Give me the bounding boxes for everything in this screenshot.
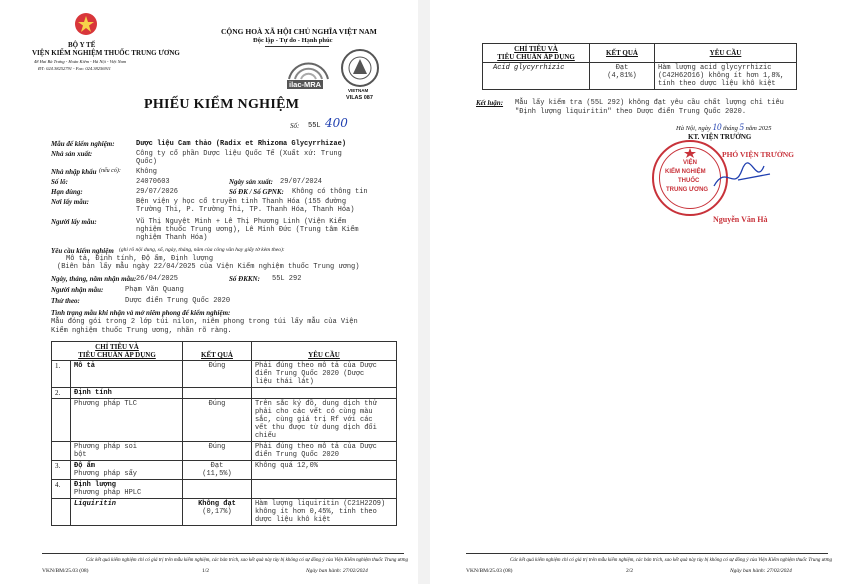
sampler-label: Người lấy mẫu: xyxy=(51,218,97,226)
sign-day: 10 xyxy=(712,122,722,132)
expiry-value: 29/07/2026 xyxy=(136,188,179,196)
ilac-mra-logo: ilac-MRA xyxy=(285,55,332,95)
expiry-label: Hạn dùng: xyxy=(51,188,83,196)
condition-value-1: Mẫu đóng gói trong 2 lớp túi nilon, niêm phong trong túi lấy mẫu của Viện xyxy=(51,318,358,326)
table-row xyxy=(483,63,797,90)
row-number: 3. xyxy=(52,461,71,480)
institute-address: 48 Hai Bà Trưng - Hoàn Kiếm - Hà Nội - Việt Nam xyxy=(34,59,127,64)
row-req-1: Hàm lượng liquiritin (C21H22O9) xyxy=(254,500,386,508)
sign-date xyxy=(676,122,772,132)
footer-divider xyxy=(42,553,404,554)
receive-date-value: 26/04/2025 xyxy=(136,275,179,283)
document-title: PHIẾU KIỂM NGHIỆM xyxy=(144,97,300,112)
header-result: KẾT QUẢ xyxy=(590,44,655,63)
row-result-value: (4,81%) xyxy=(607,72,637,80)
results-table xyxy=(51,341,397,526)
receiver-value: Phạm Văn Quang xyxy=(125,286,184,294)
row-criteria: Định tính xyxy=(71,388,183,399)
page-gap xyxy=(418,0,430,584)
row-req-2: không ít hơn 0,45%, tính theo xyxy=(254,508,377,516)
row-method: Phương pháp HPLC xyxy=(74,489,142,497)
table-row xyxy=(52,480,397,499)
seal-line-2: KIỂM NGHIỆM xyxy=(665,169,706,175)
row-req-1: Phải đúng theo mô tả của Dược xyxy=(254,443,377,451)
mfg-date-label: Ngày sản xuất: xyxy=(229,178,273,186)
page-number: 1/2 xyxy=(202,568,210,574)
lot-label: Số lô: xyxy=(51,178,68,186)
footer-note: Các kết quả kiểm nghiệm chỉ có giá trị trên mẫu kiểm nghiệm, các bản trích, sao kết quả này tùy bị không có sự đồng ý của Viện Kiểm nghiệm thuốc Trung ương xyxy=(510,558,832,563)
registration-label: Số ĐK / Số GPNK: xyxy=(229,188,284,196)
row-req-3: liệu thái lát) xyxy=(254,378,314,386)
dkkn-value: 55L 292 xyxy=(272,275,302,283)
sampler-value-3: nghiệm Thanh Hóa) xyxy=(136,234,208,242)
row-number: 2. xyxy=(52,388,71,399)
request-label: Yêu cầu kiểm nghiệm xyxy=(51,247,114,255)
header-requirement: YÊU CẦU xyxy=(655,44,797,63)
header-criteria-2: TIÊU CHUẨN ÁP DỤNG xyxy=(78,351,156,359)
issue-date: Ngày ban hành: 27/02/2024 xyxy=(306,568,368,574)
row-criteria-2: bột xyxy=(74,451,87,459)
row-method: Phương pháp sấy xyxy=(74,470,138,478)
row-req-3: sắc, cùng giá trị Rf với các xyxy=(254,416,373,424)
form-code: VKN/BM/25.03 (08) xyxy=(42,568,89,574)
doc-number-handwritten: 400 xyxy=(325,116,348,130)
table-row xyxy=(52,461,397,480)
signature-icon xyxy=(708,156,778,196)
row-req-1: Hàm lượng acid glycyrrhizic xyxy=(658,64,772,72)
condition-value-2: Kiểm nghiệm thuốc Trung ương, nhãn rõ ràng. xyxy=(51,327,232,335)
importer-value: Không xyxy=(136,168,158,176)
boa-country: VIETNAM xyxy=(348,88,369,93)
row-criteria: Phương pháp TLC xyxy=(71,399,183,442)
row-result-value: (11,5%) xyxy=(202,470,232,478)
row-req-2: điển Trung Quốc 2020 (Dược xyxy=(254,370,365,378)
manufacturer-label: Nhà sản xuất: xyxy=(51,150,93,158)
importer-label: Nhà nhập khẩu xyxy=(51,168,97,176)
request-value-1: Mô tả, Định tính, Độ ẩm, Định lượng xyxy=(66,255,214,263)
lot-value: 24070603 xyxy=(136,178,170,186)
row-req-1: Không quá 12,0% xyxy=(251,461,396,480)
footer-divider xyxy=(466,553,828,554)
receiver-label: Người nhận mẫu: xyxy=(51,286,104,294)
request-note: (ghi rõ nội dung, số, ngày, tháng, năm của công văn hay giấy tờ kèm theo): xyxy=(119,247,285,253)
row-criteria: Định lượng xyxy=(74,481,117,489)
table-row xyxy=(52,442,397,461)
seal-line-3: THUỐC xyxy=(678,178,700,184)
page-1 xyxy=(0,0,418,584)
page-2 xyxy=(430,0,848,584)
row-criteria: Mô tả xyxy=(71,361,183,388)
institute-phone: ĐT: 024.38252791 - Fax: 024.38256911 xyxy=(38,66,111,71)
header-result: KẾT QUẢ xyxy=(182,342,251,361)
sampling-place-value-2: Trường Thi, P. Trường Thi, TP. Thanh Hóa, Thanh Hóa) xyxy=(136,206,355,214)
manufacturer-value-2: Quốc) xyxy=(136,158,158,166)
table-row xyxy=(52,361,397,388)
row-req-3: tính theo dược liệu khô kiệt xyxy=(658,80,776,88)
row-result: Đúng xyxy=(182,442,251,461)
row-result-value: (0,17%) xyxy=(202,508,232,516)
sign-month-prefix: tháng xyxy=(723,125,738,132)
row-result: Không đạt xyxy=(198,500,236,508)
condition-label: Tình trạng mẫu khi nhận và mở niêm phong để kiểm nghiệm: xyxy=(51,309,231,317)
conclusion-value-1: Mẫu lấy kiểm tra (55L 292) không đạt yêu cầu chất lượng chỉ tiêu xyxy=(515,99,784,107)
dkkn-label: Số ĐKKN: xyxy=(229,275,260,283)
table-header-row xyxy=(52,342,397,361)
ilac-arcs-icon xyxy=(285,55,332,81)
row-criteria: Liquiritin xyxy=(71,499,183,526)
table-row xyxy=(52,499,397,526)
row-req-1: Phải đúng theo mô tả của Dược xyxy=(254,362,377,370)
form-code: VKN/BM/25.03 (08) xyxy=(466,568,513,574)
row-req-5: chiếu xyxy=(254,432,276,440)
sign-year: năm 2025 xyxy=(745,125,772,132)
motto-divider xyxy=(265,46,329,47)
row-req-2: (C42H62O16) không ít hơn 1,8%, xyxy=(658,72,785,80)
row-criteria-1: Phương pháp soi xyxy=(74,443,138,451)
standard-value: Dược điển Trung Quốc 2020 xyxy=(125,297,231,305)
manufacturer-value-1: Công ty cổ phần Dược liệu Quốc Tế (Xuất xứ: Trung xyxy=(136,150,342,158)
row-req-2: phải cho các vết có cùng màu xyxy=(254,408,373,416)
seal-star-icon xyxy=(684,148,696,158)
boa-accreditation-logo xyxy=(340,48,380,88)
row-number: 4. xyxy=(52,480,71,499)
sampling-place-label: Nơi lấy mẫu: xyxy=(51,198,89,206)
row-criteria: Độ ẩm xyxy=(74,462,96,470)
republic-heading: CỘNG HOÀ XÃ HỘI CHỦ NGHĨA VIỆT NAM xyxy=(221,27,377,36)
row-req-2: điển Trung Quốc 2020 xyxy=(254,451,339,459)
doc-number-prefix: 55L xyxy=(308,122,321,130)
vilas-code: VILAS 087 xyxy=(346,95,373,101)
receive-date-label: Ngày, tháng, năm nhận mẫu: xyxy=(51,275,137,283)
results-table-continued xyxy=(482,43,797,90)
ministry-emblem-icon xyxy=(74,12,98,38)
mfg-date-value: 29/07/2024 xyxy=(280,178,323,186)
row-result: Đạt xyxy=(615,64,629,72)
boa-seal-icon xyxy=(340,48,380,88)
row-result: Đạt xyxy=(210,462,224,470)
sample-value: Dược liệu Cam thảo (Radix et Rhizoma Glycyrrhizae) xyxy=(136,140,347,148)
table-row xyxy=(52,399,397,442)
row-req-4: vết thu được từ dung dịch đối xyxy=(254,424,377,432)
sign-month: 5 xyxy=(739,122,745,132)
institute-name: VIỆN KIỂM NGHIỆM THUỐC TRUNG ƯƠNG xyxy=(32,49,180,57)
row-result: Đúng xyxy=(182,361,251,388)
request-value-2: (Biên bản lấy mẫu ngày 22/04/2025 của Viện Kiểm nghiệm thuốc Trung ương) xyxy=(57,263,360,271)
header-criteria-2: TIÊU CHUẨN ÁP DỤNG xyxy=(497,53,575,61)
sampler-value-2: nghiệm thuốc Trung ương), Lê Minh Đức (Trung tâm Kiểm xyxy=(136,226,359,234)
header-requirement: YÊU CẦU xyxy=(251,342,396,361)
header-criteria-1: CHỈ TIÊU VÀ xyxy=(514,45,558,53)
row-criteria: Acid glycyrrhizic xyxy=(483,63,590,90)
sample-label: Mẫu để kiểm nghiệm: xyxy=(51,140,115,148)
row-number: 1. xyxy=(52,361,71,388)
sampler-value-1: Vũ Thị Nguyệt Minh + Lê Thị Phương Linh (Viện Kiểm xyxy=(136,218,347,226)
footer-note: Các kết quả kiểm nghiệm chỉ có giá trị trên mẫu kiểm nghiệm, các bản trích, sao kết quả này tùy bị không có sự đồng ý của Viện Kiểm nghiệm thuốc Trung ương xyxy=(86,558,408,563)
standard-label: Thử theo: xyxy=(51,297,80,305)
row-result: Đúng xyxy=(182,399,251,442)
row-req-1: Trên sắc ký đồ, dung dịch thử xyxy=(254,400,377,408)
sign-date-prefix: Hà Nội, ngày xyxy=(676,125,711,132)
table-row xyxy=(52,388,397,399)
conclusion-label: Kết luận: xyxy=(476,99,504,107)
sampling-place-value-1: Bện viện y học cổ truyền tỉnh Thanh Hóa (155 đường xyxy=(136,198,347,206)
header-criteria-1: CHỈ TIÊU VÀ xyxy=(95,343,139,351)
conclusion-value-2: "Định lượng liquiritin" theo Dược điển Trung Quốc 2020. xyxy=(515,108,747,116)
acting-director-title: KT. VIỆN TRƯỞNG xyxy=(688,133,752,141)
ministry-name: BỘ Y TẾ xyxy=(68,41,96,49)
registration-value: Không có thông tin xyxy=(292,188,368,196)
signer-name: Nguyễn Văn Hà xyxy=(713,215,768,224)
page-number: 2/2 xyxy=(626,568,634,574)
issue-date: Ngày ban hành: 27/02/2024 xyxy=(730,568,792,574)
doc-number-label: Số: xyxy=(290,122,300,130)
importer-note: (nếu có): xyxy=(99,168,121,174)
seal-line-4: TRUNG ƯƠNG xyxy=(666,187,709,193)
republic-motto: Độc lập - Tự do - Hạnh phúc xyxy=(253,37,333,44)
row-req-3: dược liệu khô kiệt xyxy=(254,516,331,524)
deputy-director-title: PHÓ VIỆN TRƯỞNG xyxy=(722,150,794,159)
table-header-row xyxy=(483,44,797,63)
seal-line-1: VIỆN xyxy=(683,160,698,166)
